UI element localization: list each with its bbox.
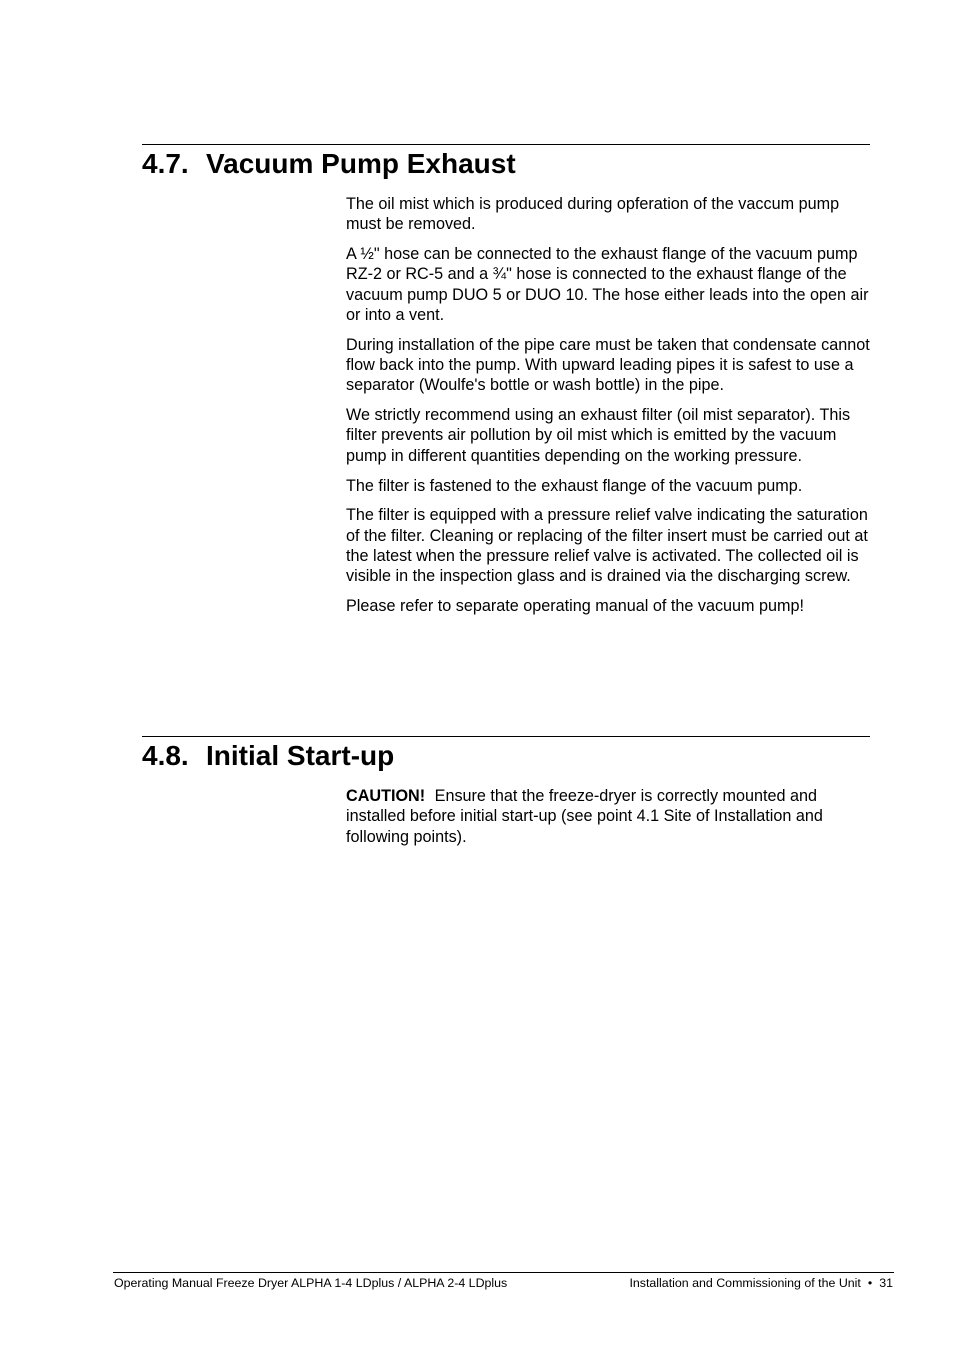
- page-number: 31: [879, 1276, 893, 1290]
- footer-document-title: Operating Manual Freeze Dryer ALPHA 1-4 LDplus / ALPHA 2-4 LDplus: [114, 1276, 508, 1290]
- paragraph: The filter is fastened to the exhaust flange of the vacuum pump.: [346, 476, 803, 495]
- footer-chapter: [629, 1276, 893, 1291]
- section-divider: [142, 144, 870, 145]
- caution-text: Ensure that the freeze-dryer is correctly mounted and installed before initial start-up (see point 4.1 Site of Installation and following points).: [346, 787, 823, 846]
- footer-separator: •: [867, 1276, 873, 1290]
- paragraph: We strictly recommend using an exhaust filter (oil mist separator). This filter prevents air pollution by oil mist which is emitted by the vacuum pump in different quantities depending on the working pressure.: [346, 406, 851, 465]
- paragraph: Please refer to separate operating manual of the vacuum pump!: [346, 597, 805, 616]
- section-number: 4.7.: [142, 148, 189, 179]
- section-divider: [142, 736, 870, 737]
- paragraph: The filter is equipped with a pressure relief valve indicating the saturation of the filter. Cleaning or replacing of the filter insert must be carried out at the latest when the pressure relief valve is activated. The collected oil is visible in the inspection glass and is drained via the discharging screw.: [346, 506, 868, 586]
- section-vacuum-pump-exhaust: [142, 144, 870, 626]
- caution-paragraph: [346, 786, 871, 847]
- caution-label: CAUTION!: [346, 787, 426, 805]
- section-heading: [142, 739, 870, 773]
- section-heading: [142, 147, 870, 181]
- section-body: [346, 786, 871, 847]
- paragraph: During installation of the pipe care must be taken that condensate cannot flow back into the pump. With upward leading pipes it is safest to use a separator (Woulfe's bottle or wash bottle) in the pipe.: [346, 335, 870, 395]
- paragraph: The oil mist which is produced during opferation of the vaccum pump must be removed.: [346, 195, 840, 234]
- section-title: Vacuum Pump Exhaust: [206, 148, 516, 179]
- section-body: [346, 194, 871, 616]
- section-initial-start-up: [142, 736, 870, 856]
- footer-chapter-title: Installation and Commissioning of the Unit: [629, 1276, 861, 1290]
- footer-divider: [113, 1272, 894, 1273]
- section-number: 4.8.: [142, 740, 189, 771]
- paragraph: A ½" hose can be connected to the exhaust flange of the vacuum pump RZ-2 or RC-5 and a ¾" hose is connected to the exhaust flange of the vacuum pump DUO 5 or DUO 10. The hose either leads into the open air or into a vent.: [346, 245, 869, 324]
- section-title: Initial Start-up: [206, 740, 395, 771]
